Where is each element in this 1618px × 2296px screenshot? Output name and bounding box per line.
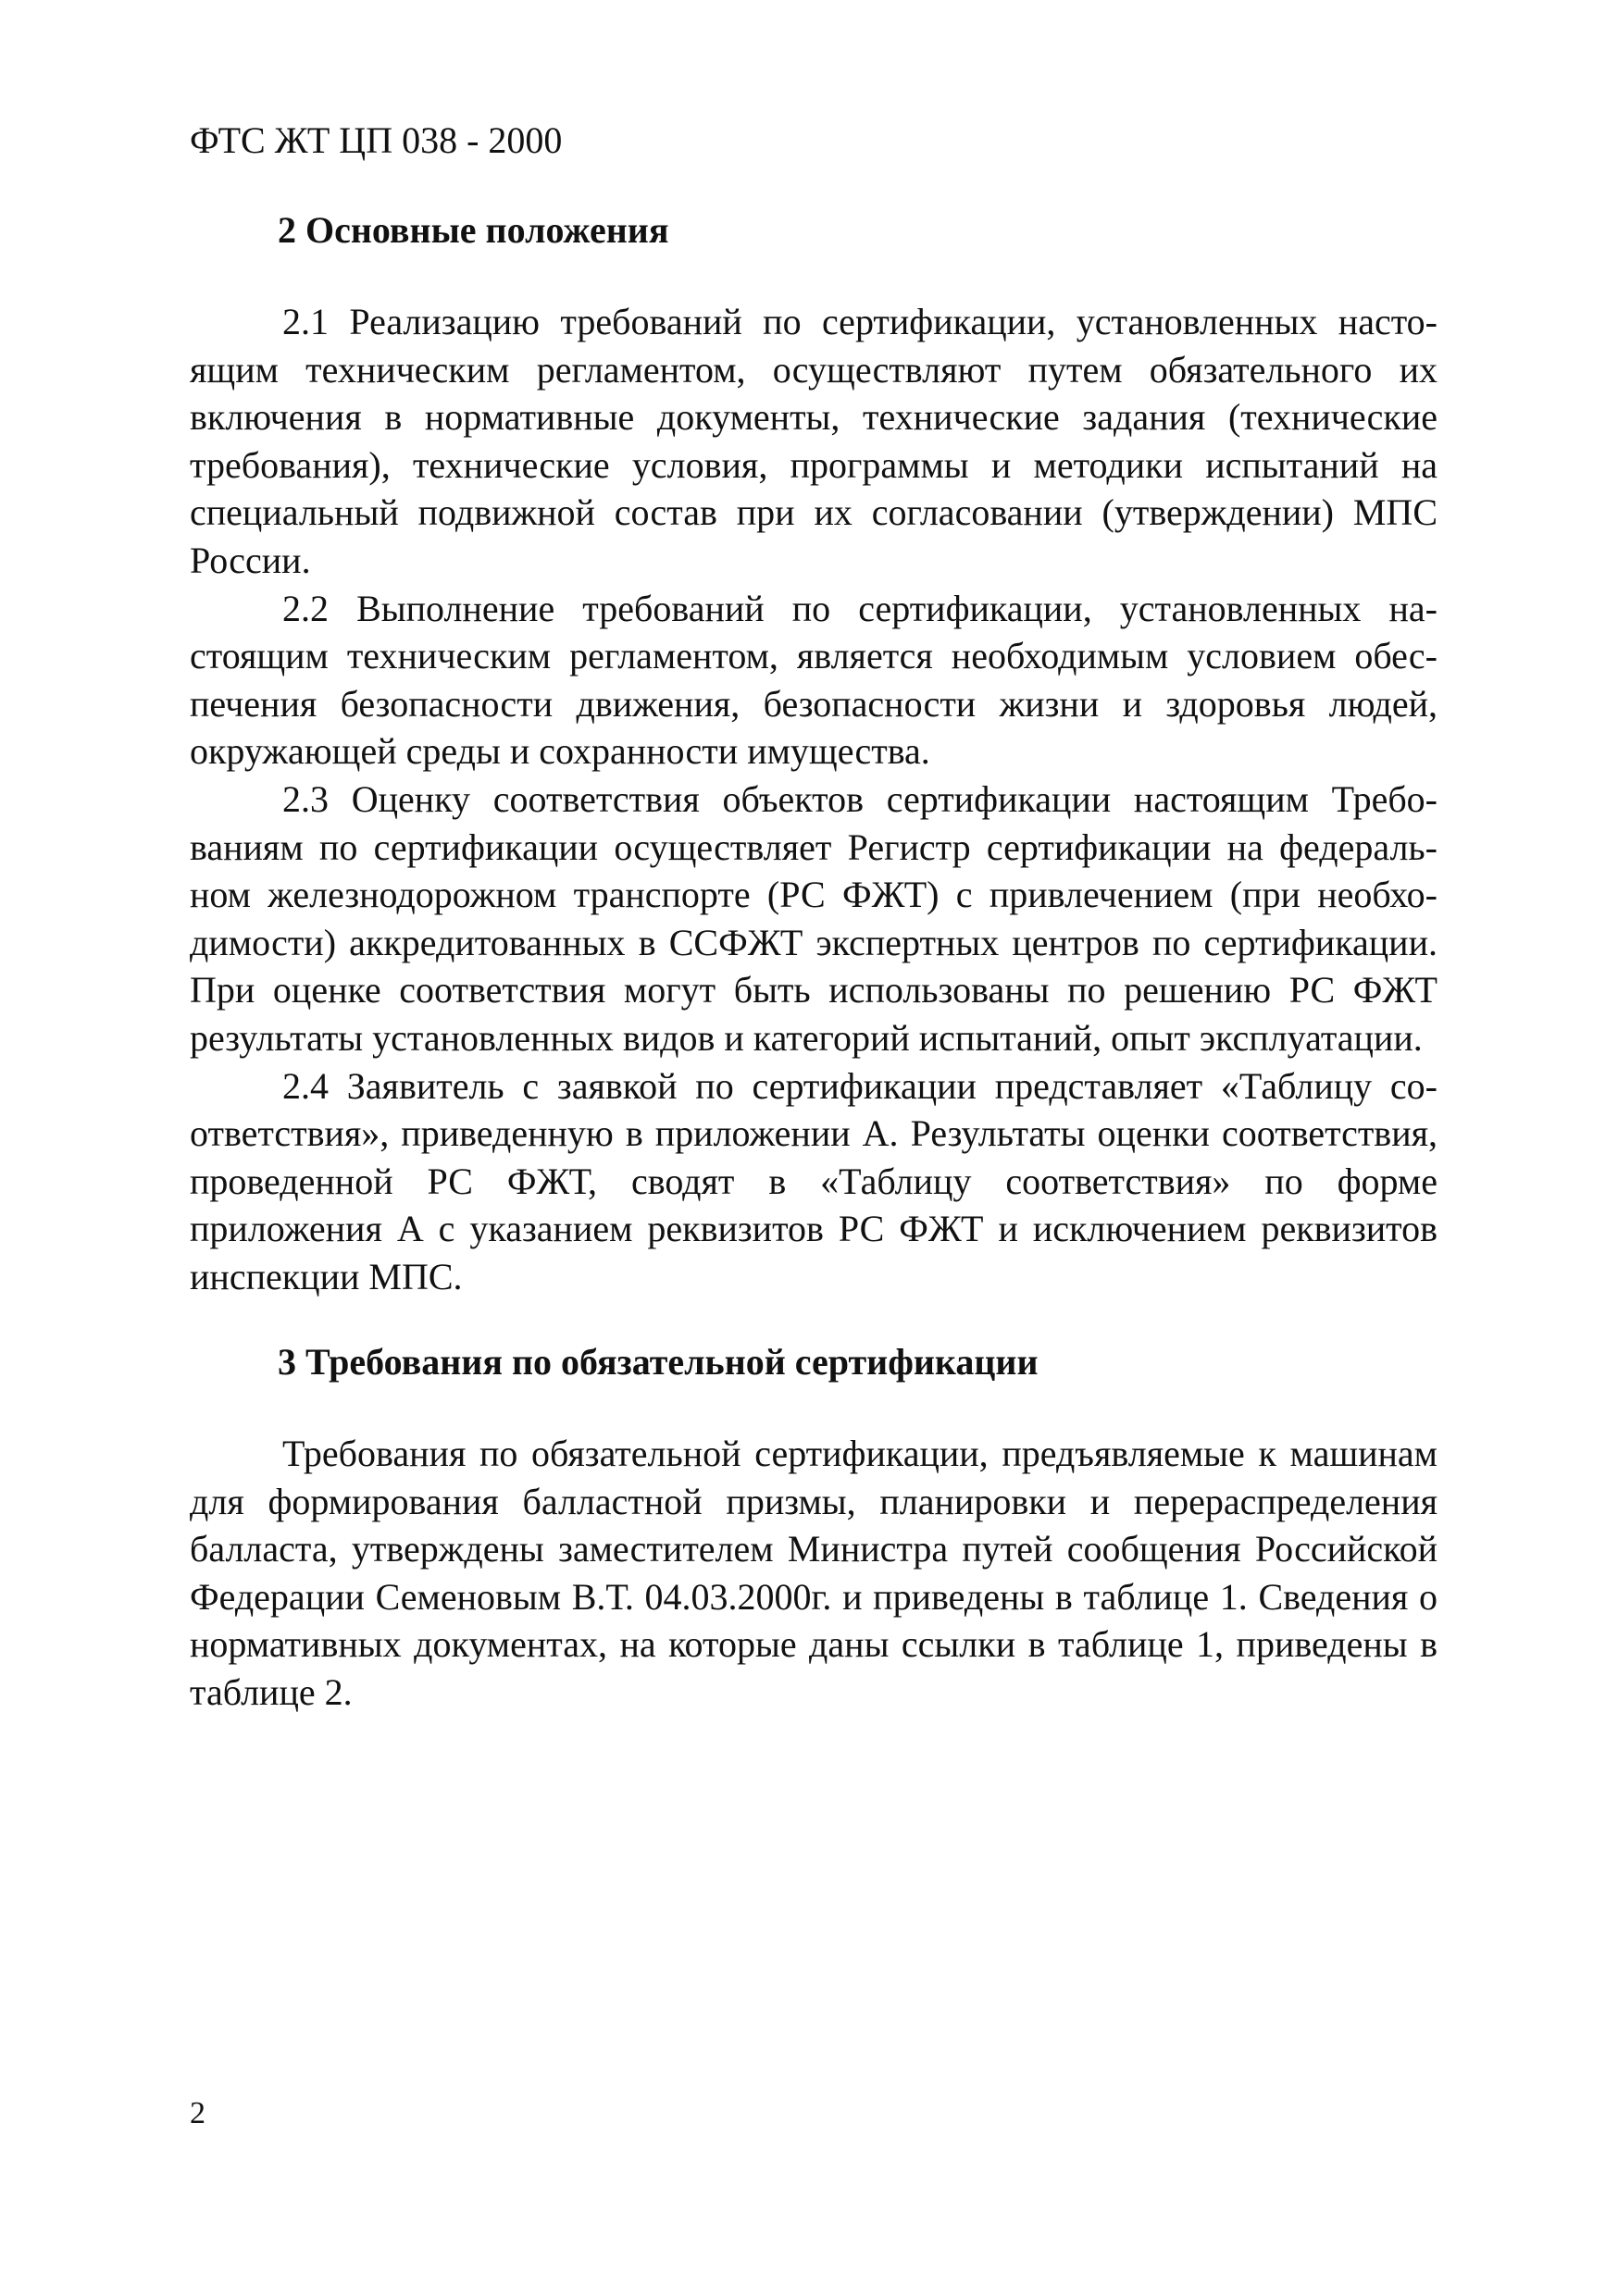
document-code: ФТС ЖТ ЦП 038 - 2000 (190, 119, 563, 161)
section-3-body (190, 1430, 1438, 1717)
section-2-title: 2 Основные положения (278, 209, 669, 251)
paragraph-2-1: 2.1 Реализацию требований по сертификации, установленных настоящим техническим регламентом, осуществляют путем обязательного их включения в нормативные документы, технические задания (технические требования), технические условия, программы и методики испытаний на специальный подвижной состав при их согласовании (утверждении) МПС России. (190, 301, 1438, 581)
page-number: 2 (190, 2096, 205, 2130)
section-2-body (190, 298, 1438, 1300)
paragraph-3-1: Требования по обязательной сертификации, предъявляемые к машинам для формирования балластной призмы, планировки и перераспределения балласта, утверждены заместителем Министра путей сообщения Российской Федерации Семеновым В.Т. 04.03.2000г. и приведены в таблице 1. Сведения о нормативных документах, на которые даны ссылки в таблице 1, приведены в таблице 2. (190, 1433, 1438, 1713)
paragraph-2-4: 2.4 Заявитель с заявкой по сертификации представляет «Таблицу соответствия», приведенную в приложении А. Результаты оценки соответствия, проведенной РС ФЖТ, сводят в «Таблицу соответствия» по форме приложения А с указанием реквизитов РС ФЖТ и исключением реквизитов инспекции МПС. (190, 1064, 1438, 1297)
paragraph-2-3: 2.3 Оценку соответствия объектов сертификации настоящим Требованиям по сертификации осуществляет Регистр сертификации на федеральном железнодорожном транспорте (РС ФЖТ) с привлечением (при необходимости) аккредитованных в ССФЖТ экспертных центров по сертификации. При оценке соответствия могут быть использованы по решению РС ФЖТ результаты установленных видов и категорий испытаний, опыт эксплуатации. (190, 777, 1438, 1059)
paragraph-2-2: 2.2 Выполнение требований по сертификации, установленных настоящим техническим регламентом, является необходимым условием обеспечения безопасности движения, безопасности жизни и здоровья людей, окружающей среды и сохранности имущества. (190, 587, 1438, 773)
section-3-title: 3 Требования по обязательной сертификации (278, 1341, 1039, 1383)
